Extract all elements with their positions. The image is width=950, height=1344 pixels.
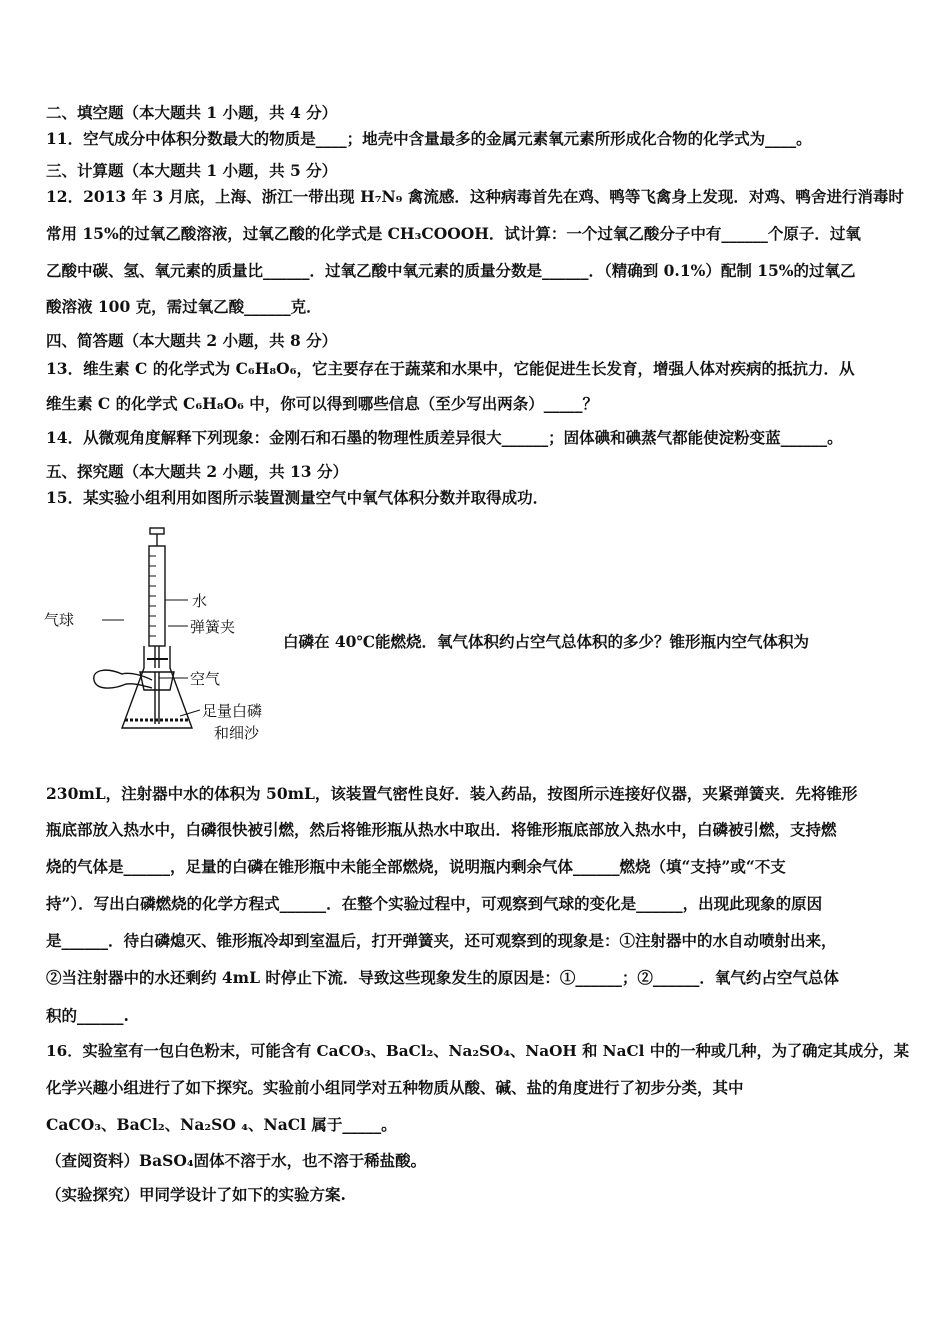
question-13-line-2: 维生素 C 的化学式 C₆H₈O₆ 中，你可以得到哪些信息（至少写出两条）_____？: [46, 394, 599, 413]
lookup-info: （查阅资料）BaSO₄固体不溶于水，也不溶于稀盐酸。: [46, 1151, 427, 1170]
label-phosphorus: 足量白磷: [202, 702, 263, 720]
question-12-line-2: 常用 15%的过氧乙酸溶液，过氧乙酸的化学式是 CH₃COOOH．试计算：一个过氧乙酸分子中有______个原子．过氧: [46, 224, 861, 243]
question-12-line-1: 12．2013 年 3 月底，上海、浙江一带出现 H₇N₉ 禽流感．这种病毒首先在鸡、鸭等飞禽身上发现．对鸡、鸭舍进行消毒时: [46, 187, 904, 206]
section-header-calculation: 三、计算题（本大题共 1 小题，共 5 分）: [46, 161, 338, 180]
syringe-plunger-cap: [150, 528, 164, 534]
label-balloon: 气球: [44, 611, 75, 629]
question-15-line-4: 烧的气体是______，足量的白磷在锥形瓶中未能全部燃烧，说明瓶内剩余气体______燃烧（填“支持”或“不支: [46, 857, 786, 876]
question-12-line-4: 酸溶液 100 克，需过氧乙酸______克．: [46, 297, 322, 316]
question-16-line-1: 16．实验室有一包白色粉末，可能含有 CaCO₃、BaCl₂、Na₂SO₄、NaOH 和 NaCl 中的一种或几种，为了确定其成分，某: [46, 1042, 909, 1060]
apparatus-svg: [40, 520, 290, 750]
question-16-line-2: 化学兴趣小组进行了如下探究。实验前小组同学对五种物质从酸、碱、盐的角度进行了初步分类，其中: [46, 1078, 744, 1097]
label-spring-clip: 弹簧夹: [190, 618, 236, 636]
leader-phosphorus: [180, 710, 200, 716]
question-15-line-6: 是______．待白磷熄灭、锥形瓶冷却到室温后，打开弹簧夹，还可观察到的现象是：①注射器中的水自动喷射出来，: [46, 931, 837, 950]
question-13-line-1: 13．维生素 C 的化学式为 C₆H₈O₆，它主要存在于蔬菜和水果中，它能促进生长发育，增强人体对疾病的抵抗力．从: [46, 359, 855, 378]
label-water: 水: [192, 592, 208, 610]
label-air: 空气: [190, 670, 221, 688]
label-sand: 和细沙: [214, 724, 260, 742]
section-header-short-answer: 四、简答题（本大题共 2 小题，共 8 分）: [46, 331, 338, 350]
question-15-diagram-caption: 白磷在 40℃能燃烧．氧气体积约占空气总体积的多少？锥形瓶内空气体积为: [283, 632, 810, 651]
syringe-scale-marks: [149, 556, 156, 636]
question-15-line-3: 瓶底部放入热水中，白磷很快被引燃，然后将锥形瓶从热水中取出．将锥形瓶底部放入热水中，白磷被引燃，支持燃: [46, 820, 837, 839]
question-15-line-2: 230mL，注射器中水的体积为 50mL，该装置气密性良好．装入药品，按图所示连接好仪器，夹紧弹簧夹．先将锥形: [46, 784, 858, 803]
question-14: 14．从微观角度解释下列现象：金刚石和石墨的物理性质差异很大______；固体碘和碘蒸气都能使淀粉变蓝______。: [46, 428, 843, 447]
section-header-inquiry: 五、探究题（本大题共 2 小题，共 13 分）: [46, 462, 348, 481]
rubber-stopper: [140, 672, 174, 690]
experiment-inquiry: （实验探究）甲同学设计了如下的实验方案.: [46, 1185, 346, 1204]
question-11: 11．空气成分中体积分数最大的物质是____；地壳中含量最多的金属元素氧元素所形成化合物的化学式为____。: [46, 129, 812, 148]
question-16-line-3: CaCO₃、BaCl₂、Na₂SO ₄、NaCl 属于_____。: [46, 1115, 397, 1134]
question-15-intro: 15．某实验小组利用如图所示装置测量空气中氧气体积分数并取得成功．: [46, 488, 549, 507]
experiment-apparatus-diagram: [40, 520, 290, 750]
question-15-line-7: ②当注射器中的水还剩约 4mL 时停止下流．导致这些现象发生的原因是：①______；②______．氧气约占空气总体: [46, 968, 839, 987]
question-15-line-8: 积的______.: [46, 1006, 129, 1025]
question-12-line-3: 乙酸中碳、氢、氧元素的质量比______．过氧乙酸中氧元素的质量分数是______．（精确到 0.1%）配制 15%的过氧乙: [46, 261, 856, 280]
question-15-line-5: 持”）．写出白磷燃烧的化学方程式______．在整个实验过程中，可观察到气球的变化是______，出现此现象的原因: [46, 894, 823, 913]
section-header-fill-blank: 二、填空题（本大题共 1 小题，共 4 分）: [46, 103, 338, 122]
